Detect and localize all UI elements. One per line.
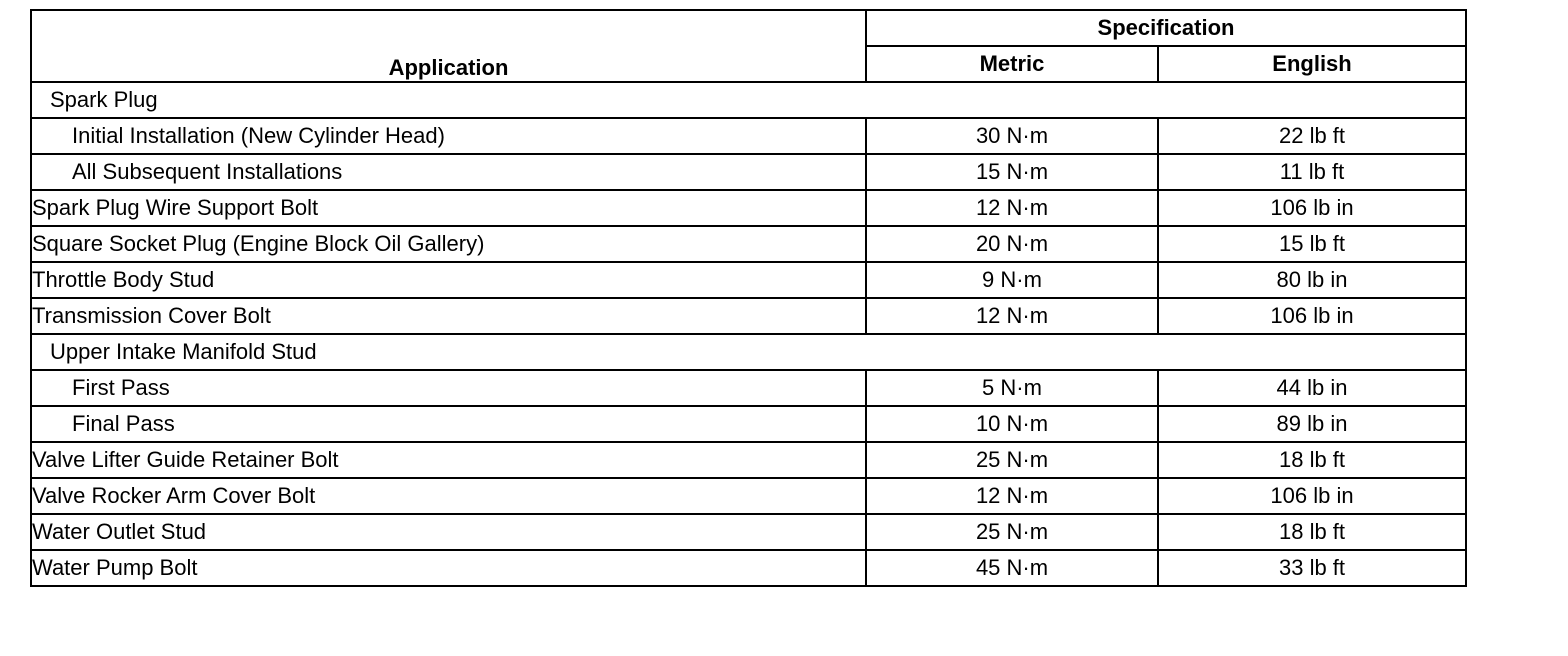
english-cell: 44 lb in <box>1158 370 1466 406</box>
metric-cell: 15 N·m <box>866 154 1158 190</box>
english-cell: 89 lb in <box>1158 406 1466 442</box>
table-body <box>31 82 1466 586</box>
english-cell: 11 lb ft <box>1158 154 1466 190</box>
application-cell: Spark Plug Wire Support Bolt <box>31 190 866 226</box>
english-cell: 33 lb ft <box>1158 550 1466 586</box>
application-cell: Water Pump Bolt <box>31 550 866 586</box>
table-row <box>31 442 1466 478</box>
english-cell: 15 lb ft <box>1158 226 1466 262</box>
metric-cell: 12 N·m <box>866 190 1158 226</box>
application-cell: Water Outlet Stud <box>31 514 866 550</box>
table-row <box>31 226 1466 262</box>
table-group-row <box>31 82 1466 118</box>
table-header <box>31 10 1466 82</box>
application-cell: Final Pass <box>31 406 866 442</box>
metric-cell: 12 N·m <box>866 298 1158 334</box>
application-cell: Valve Lifter Guide Retainer Bolt <box>31 442 866 478</box>
metric-cell: 45 N·m <box>866 550 1158 586</box>
metric-cell: 5 N·m <box>866 370 1158 406</box>
application-cell: Square Socket Plug (Engine Block Oil Gallery) <box>31 226 866 262</box>
english-cell: 106 lb in <box>1158 298 1466 334</box>
english-cell: 18 lb ft <box>1158 514 1466 550</box>
header-row-top <box>31 10 1466 46</box>
english-cell: 18 lb ft <box>1158 442 1466 478</box>
group-label: Upper Intake Manifold Stud <box>31 334 1466 370</box>
table-row <box>31 370 1466 406</box>
application-cell: Valve Rocker Arm Cover Bolt <box>31 478 866 514</box>
english-cell: 80 lb in <box>1158 262 1466 298</box>
table-row <box>31 406 1466 442</box>
group-label: Spark Plug <box>31 82 1466 118</box>
table-row <box>31 478 1466 514</box>
table-row <box>31 298 1466 334</box>
metric-cell: 12 N·m <box>866 478 1158 514</box>
metric-cell: 25 N·m <box>866 514 1158 550</box>
metric-cell: 20 N·m <box>866 226 1158 262</box>
english-cell: 106 lb in <box>1158 190 1466 226</box>
english-cell: 22 lb ft <box>1158 118 1466 154</box>
table-group-row <box>31 334 1466 370</box>
application-cell: All Subsequent Installations <box>31 154 866 190</box>
metric-cell: 9 N·m <box>866 262 1158 298</box>
table-row <box>31 190 1466 226</box>
application-cell: First Pass <box>31 370 866 406</box>
english-cell: 106 lb in <box>1158 478 1466 514</box>
table-row <box>31 550 1466 586</box>
application-cell: Transmission Cover Bolt <box>31 298 866 334</box>
metric-cell: 10 N·m <box>866 406 1158 442</box>
torque-spec-table <box>30 9 1467 587</box>
table-row <box>31 118 1466 154</box>
table-row <box>31 154 1466 190</box>
application-cell: Throttle Body Stud <box>31 262 866 298</box>
application-header: Application <box>31 10 866 82</box>
metric-cell: 25 N·m <box>866 442 1158 478</box>
application-cell: Initial Installation (New Cylinder Head) <box>31 118 866 154</box>
table-row <box>31 262 1466 298</box>
table-row <box>31 514 1466 550</box>
english-header: English <box>1158 46 1466 82</box>
specification-header: Specification <box>866 10 1466 46</box>
metric-cell: 30 N·m <box>866 118 1158 154</box>
metric-header: Metric <box>866 46 1158 82</box>
